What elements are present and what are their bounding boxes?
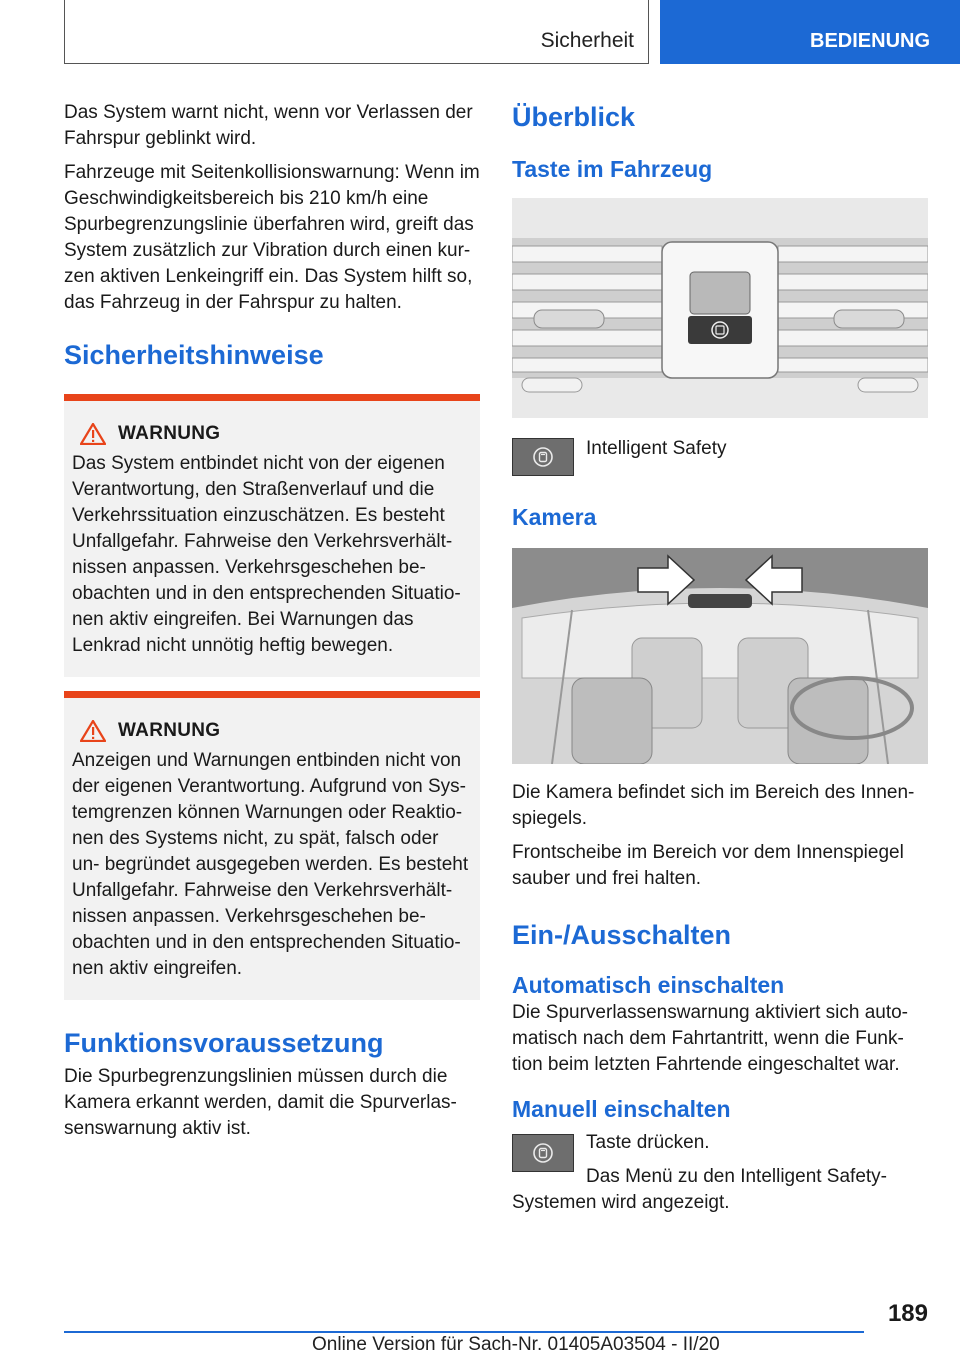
intelligent-safety-icon xyxy=(512,1134,574,1172)
on-off-heading: Ein-/Ausschalten xyxy=(512,920,732,950)
online-version-text: Online Version für Sach-Nr. 01405A03504 - II/20 xyxy=(312,1334,720,1355)
warning-box-1 xyxy=(64,394,480,677)
camera-paragraph-1: Die Kamera befindet sich im Bereich des Innen- spiegels. xyxy=(512,782,915,829)
warning-text-2: Anzeigen und Warnungen entbinden nicht von der eigenen Verantwortung. Aufgrund von Sys- temgrenzen können Warnungen oder Reaktio- nen des Systems nicht, zu spät, falsch oder un- begründet ausgegeben werden. Es besteht Unfallgefahr. Fahrweise den Verkehrsverhält- nissen anpassen. Verkehrsgeschehen be- obachten und in den entsprechenden Situatio- nen aktiv eingreifen. xyxy=(72,750,469,979)
header-chapter-tab xyxy=(660,0,960,64)
button-photo xyxy=(512,198,928,418)
function-requirements-text: Die Spurbegrenzungslinien müssen durch die Kamera erkannt werden, damit die Spurverlas- senswarnung aktiv ist. xyxy=(64,1066,457,1139)
left-column xyxy=(64,100,480,1150)
header-section-tab xyxy=(64,0,649,64)
overview-heading: Überblick xyxy=(512,102,636,132)
page-number: 189 xyxy=(887,1300,928,1327)
manual-on-step: Taste drücken. xyxy=(586,1132,710,1153)
intro-paragraph-1: Das System warnt nicht, wenn vor Verlassen der Fahrspur geblinkt wird. xyxy=(64,102,473,149)
intro-paragraph-2: Fahrzeuge mit Seitenkollisionswarnung: Wenn im Geschwindigkeitsbereich bis 210 km/h eine Spurbegrenzungslinie überfahren wird, greift das System zusätzlich zur Vibration durch einen kur- zen aktiven Lenkeingriff ein. Das System hilft so, das Fahrzeug in der Fahrspur zu halten. xyxy=(64,162,480,313)
intelligent-safety-label: Intelligent Safety xyxy=(586,438,727,459)
header-section-label: Sicherheit xyxy=(540,29,634,52)
air-vent-illustration xyxy=(512,198,928,418)
warning-box-2 xyxy=(64,691,480,1000)
car-interior-illustration xyxy=(512,548,928,764)
intelligent-safety-icon xyxy=(512,438,574,476)
safety-heading: Sicherheitshinweise xyxy=(64,340,324,370)
manual-on-heading: Manuell einschalten xyxy=(512,1096,731,1122)
header-chapter-label: BEDIENUNG xyxy=(810,30,931,52)
right-column xyxy=(512,100,928,1224)
auto-on-heading: Automatisch einschalten xyxy=(512,972,785,998)
warning-title-row xyxy=(72,720,470,742)
footer-divider xyxy=(64,1331,864,1333)
camera-paragraph-2: Frontscheibe im Bereich vor dem Innenspiegel sauber und frei halten. xyxy=(512,842,904,889)
warning-title-row xyxy=(72,423,470,445)
warning-text-1: Das System entbindet nicht von der eigenen Verantwortung, den Straßenverlauf und die Verkehrssituation einzuschätzen. Es besteht Unfallgefahr. Fahrweise den Verkehrsverhält- nissen anpassen. Verkehrsgeschehen be- obachten und in den entsprechenden Situatio- nen aktiv eingreifen. Bei Warnungen das Lenkrad nicht unnötig heftig bewegen. xyxy=(72,453,461,656)
auto-on-text: Die Spurverlassenswarnung aktiviert sich auto- matisch nach dem Fahrtantritt, wenn die Funk- tion beim letzten Fahrtende eingeschaltet war. xyxy=(512,1002,909,1075)
warning-title: WARNUNG xyxy=(118,720,221,741)
button-in-vehicle-heading: Taste im Fahrzeug xyxy=(512,156,713,182)
manual-on-block xyxy=(512,1130,928,1224)
function-requirements-heading: Funktionsvoraussetzung xyxy=(64,1028,384,1058)
warning-triangle-icon xyxy=(80,423,106,445)
warning-title: WARNUNG xyxy=(118,423,221,444)
intelligent-safety-row xyxy=(512,438,928,476)
camera-heading: Kamera xyxy=(512,504,597,530)
camera-photo xyxy=(512,548,928,764)
manual-on-result: Das Menü zu den Intelligent Safety- Systemen wird angezeigt. xyxy=(512,1166,888,1213)
warning-triangle-icon xyxy=(80,720,106,742)
